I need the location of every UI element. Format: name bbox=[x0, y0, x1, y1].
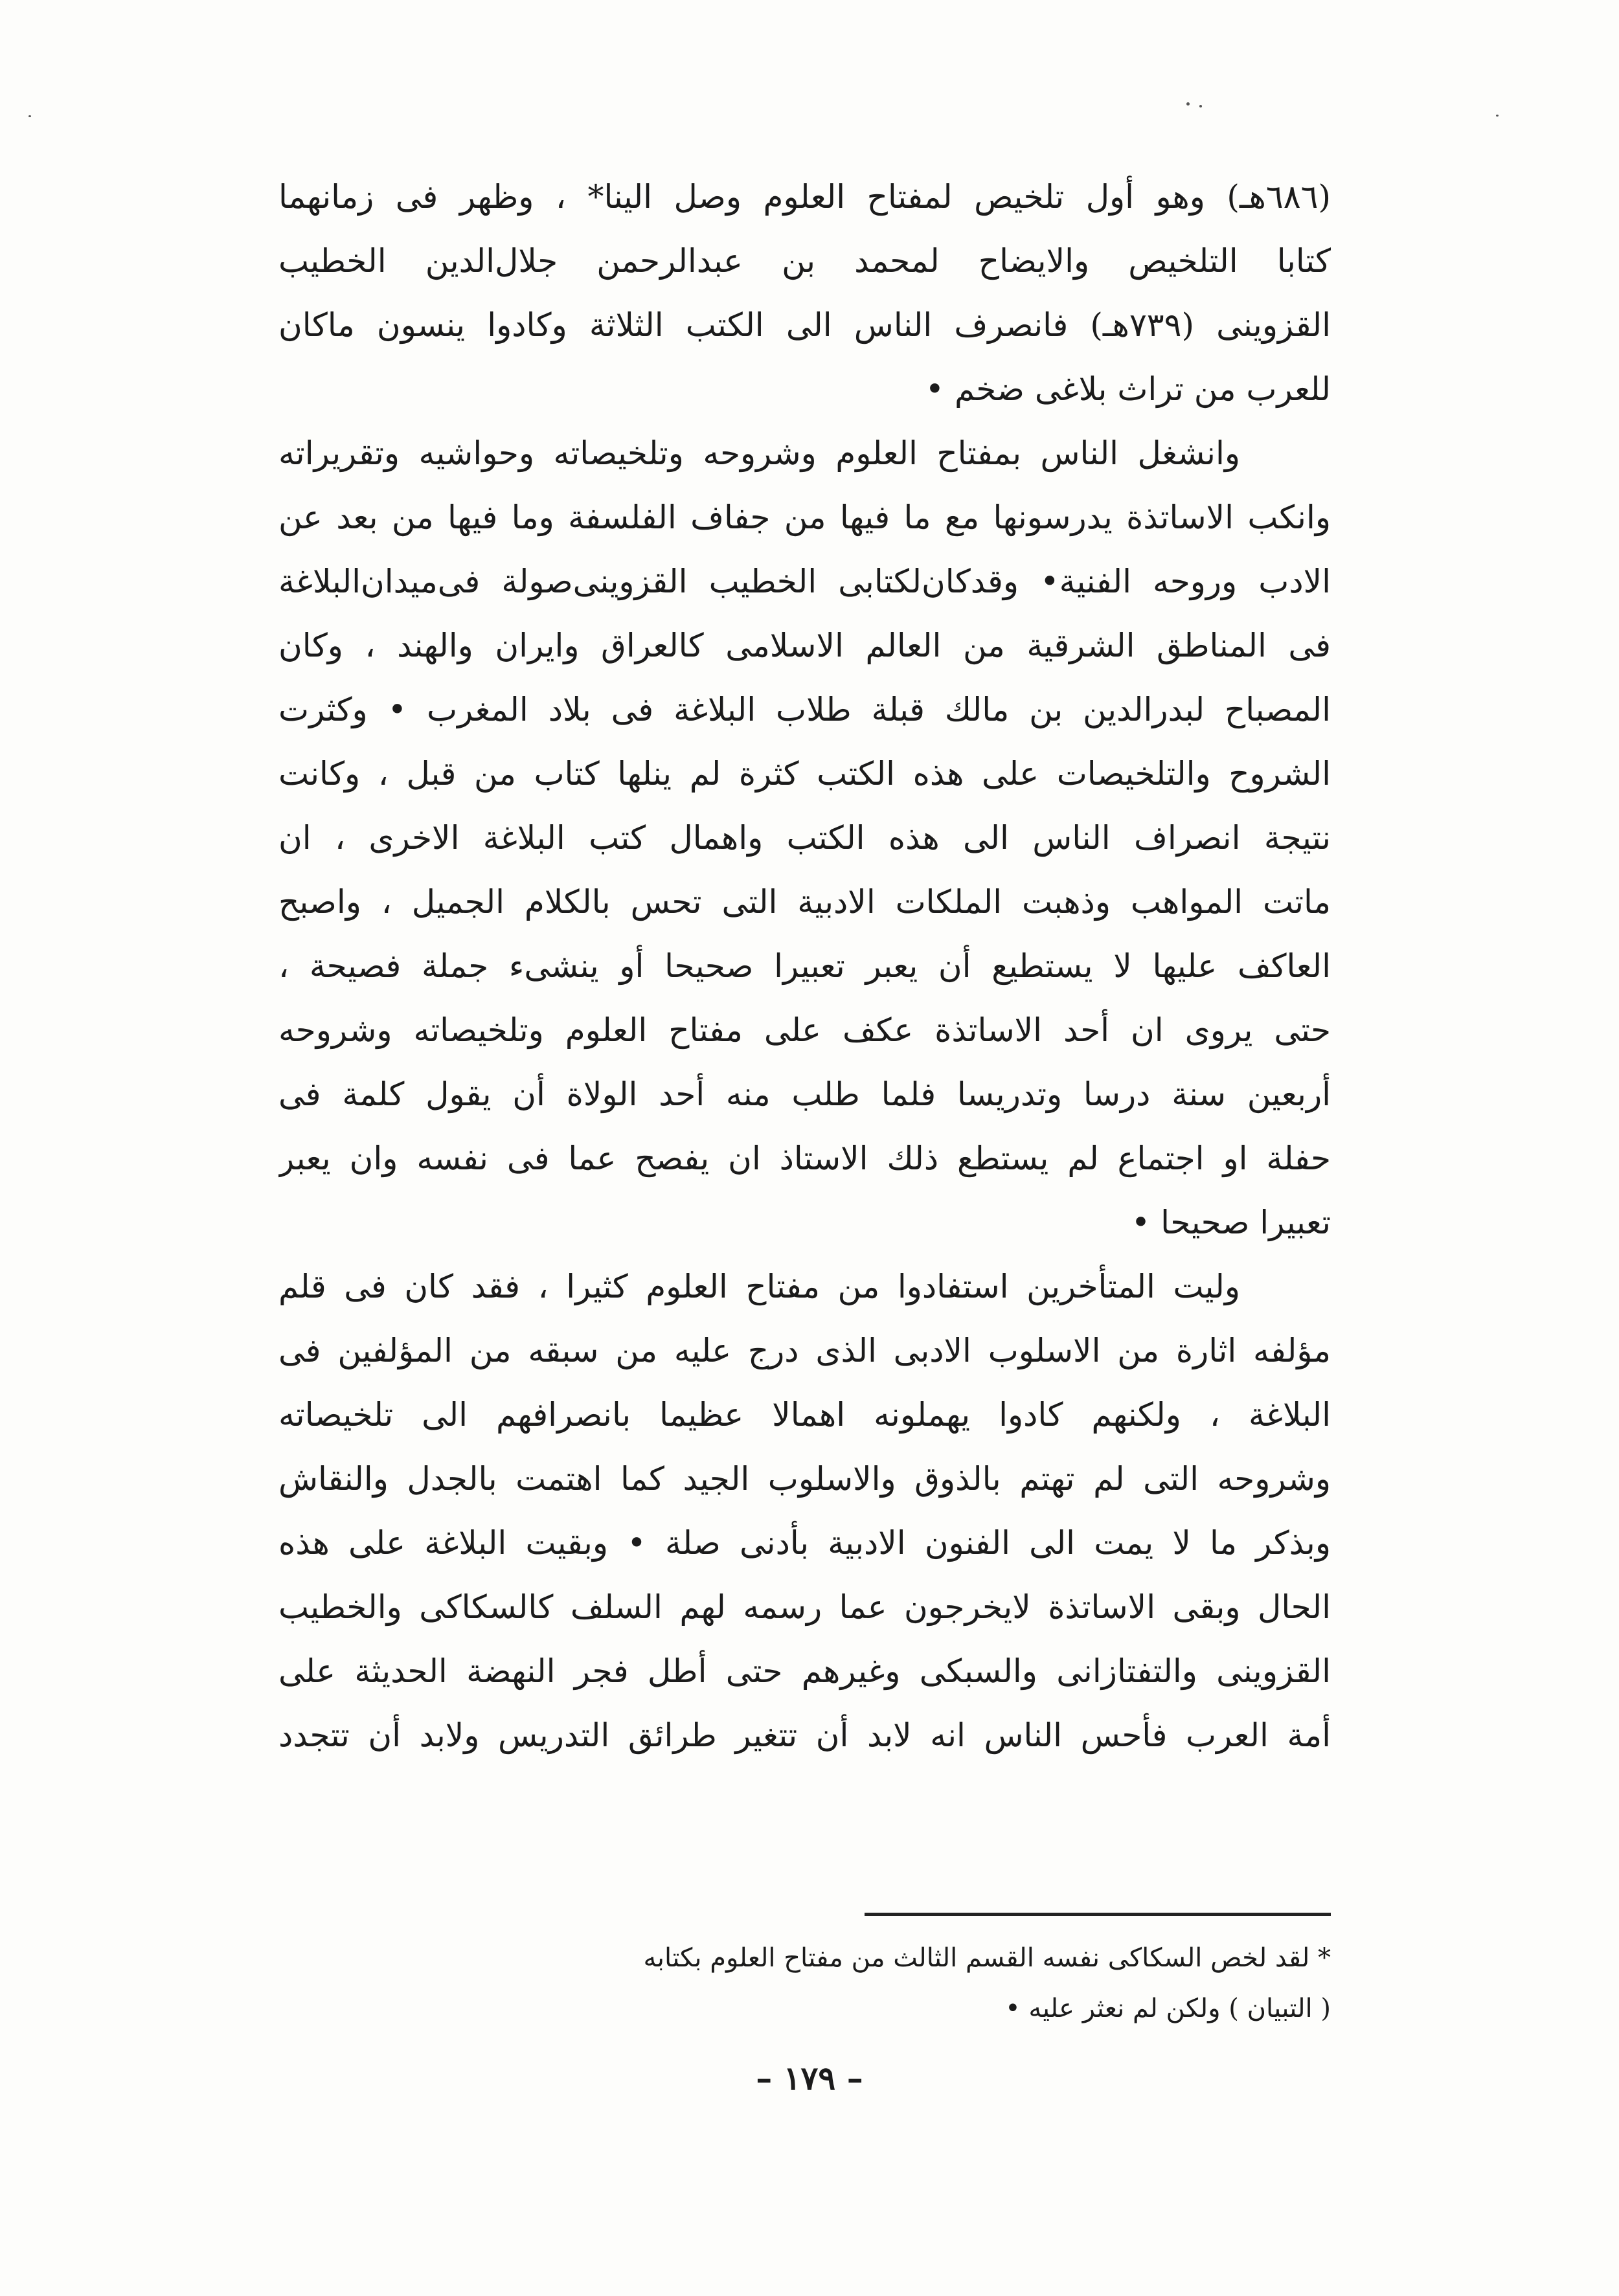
main-text-block bbox=[278, 165, 1331, 1768]
text-line: حفلة او اجتماع لم يستطع ذلك الاستاذ ان يفصح عما فى نفسه وان يعبر bbox=[278, 1140, 1331, 1177]
text-line: الحال وبقى الاساتذة لايخرجون عما رسمه لهم السلف كالسكاكى والخطيب bbox=[278, 1588, 1331, 1626]
text-line: البلاغة ، ولكنهم كادوا يهملونه اهمالا عظيما بانصرافهم الى تلخيصاته bbox=[278, 1396, 1331, 1434]
text-line: الشروح والتلخيصات على هذه الكتب كثرة لم ينلها كتاب من قبل ، وكانت bbox=[278, 755, 1331, 793]
text-line: وبذكر ما لا يمت الى الفنون الادبية بأدنى صلة • وبقيت البلاغة على هذه bbox=[278, 1524, 1331, 1562]
text-line: أربعين سنة درسا وتدريسا فلما طلب منه أحد الولاة أن يقول كلمة فى bbox=[278, 1075, 1331, 1113]
text-line: القزوينى والتفتازانى والسبكى وغيرهم حتى أطل فجر النهضة الحديثة على bbox=[278, 1652, 1331, 1690]
page-number: – ١٧٩ – bbox=[756, 2059, 863, 2097]
text-line: حتى يروى ان أحد الاساتذة عكف على مفتاح العلوم وتلخيصاته وشروحه bbox=[278, 1011, 1331, 1049]
text-line: مؤلفه اثارة من الاسلوب الادبى الذى درج عليه من سبقه من المؤلفين فى bbox=[278, 1332, 1331, 1369]
footnote-separator bbox=[865, 1913, 1331, 1916]
text-line: وانكب الاساتذة يدرسونها مع ما فيها من جفاف الفلسفة وما فيها من بعد عن bbox=[278, 499, 1331, 536]
footnote-block bbox=[278, 1933, 1331, 2034]
text-line: فى المناطق الشرقية من العالم الاسلامى كالعراق وايران والهند ، وكان bbox=[278, 627, 1331, 664]
text-line: وليت المتأخرين استفادوا من مفتاح العلوم كثيرا ، فقد كان فى قلم bbox=[278, 1268, 1240, 1305]
footnote-line: ( التبيان ) ولكن لم نعثر عليه • bbox=[1005, 1994, 1331, 2023]
text-line: العاكف عليها لا يستطيع أن يعبر تعبيرا صحيحا أو ينشىء جملة فصيحة ، bbox=[278, 947, 1331, 985]
text-line: نتيجة انصراف الناس الى هذه الكتب واهمال كتب البلاغة الاخرى ، ان bbox=[278, 819, 1331, 857]
text-line: للعرب من تراث بلاغى ضخم • bbox=[925, 370, 1331, 408]
text-line: المصباح لبدرالدين بن مالك قبلة طلاب البلاغة فى بلاد المغرب • وكثرت bbox=[278, 691, 1331, 728]
text-line: الادب وروحه الفنية• وقدكان‌لكتابى الخطيب القزوينى‌صولة فى‌ميدان‌البلاغة bbox=[278, 563, 1331, 600]
scan-speck bbox=[1496, 115, 1499, 117]
text-line: كتابا التلخيص والايضاح لمحمد بن عبدالرحمن جلال‌الدين الخطيب bbox=[278, 242, 1331, 280]
text-line: ماتت المواهب وذهبت الملكات الادبية التى تحس بالكلام الجميل ، واصبح bbox=[278, 883, 1331, 921]
scan-speck bbox=[1199, 105, 1202, 107]
text-line: (٦٨٦هـ) وهو أول تلخيص لمفتاح العلوم وصل الينا* ، وظهر فى زمانهما bbox=[278, 178, 1331, 216]
text-line: وشروحه التى لم تهتم بالذوق والاسلوب الجيد كما اهتمت بالجدل والنقاش bbox=[278, 1460, 1331, 1498]
text-line: أمة العرب فأحس الناس انه لابد أن تتغير طرائق التدريس ولابد أن تتجدد bbox=[278, 1716, 1331, 1754]
scan-speck bbox=[28, 115, 31, 117]
footnote-line: * لقد لخص السكاكى نفسه القسم الثالث من مفتاح العلوم بكتابه bbox=[643, 1943, 1331, 1973]
text-line: تعبيرا صحيحا • bbox=[1131, 1204, 1331, 1241]
scan-speck bbox=[1186, 102, 1190, 106]
text-line: وانشغل الناس بمفتاح العلوم وشروحه وتلخيصاته وحواشيه وتقريراته bbox=[278, 434, 1240, 472]
text-line: القزوينى (٧٣٩هـ) فانصرف الناس الى الكتب الثلاثة وكادوا ينسون ماكان bbox=[278, 306, 1331, 344]
